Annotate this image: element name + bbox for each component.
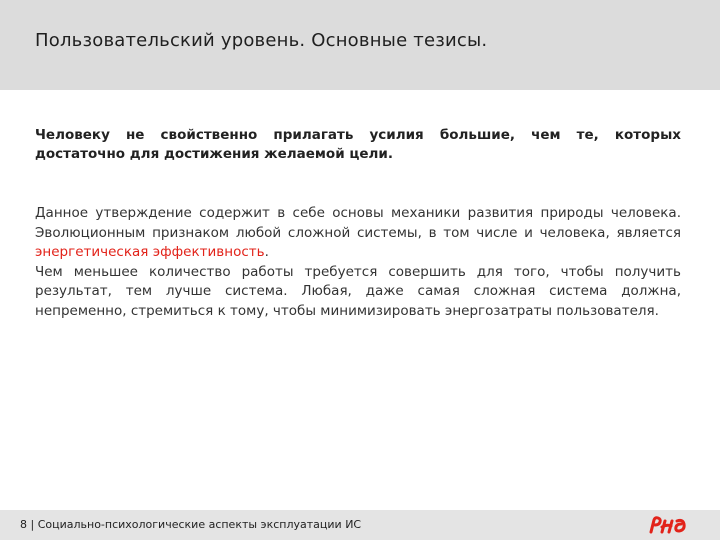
thesis-statement: Человеку не свойственно прилагать усилия большие, чем те, которых достаточно для достижения желаемой цели. xyxy=(35,127,681,162)
page-title: Пользовательский уровень. Основные тезисы. xyxy=(35,30,488,51)
paragraph-1-end: . xyxy=(264,244,269,260)
rzd-logo-icon xyxy=(648,515,688,535)
footer-bar xyxy=(0,510,720,540)
footer-text: 8 | Социально-психологические аспекты эксплуатации ИС xyxy=(20,518,362,531)
highlight-term: энергетическая эффективность xyxy=(35,244,265,260)
title-bar xyxy=(0,0,720,90)
paragraph-2: Чем меньшее количество работы требуется совершить для того, чтобы получить результат, тем лучше система. Любая, даже самая сложная система должна, непременно, стремиться к тому, чтобы минимизировать энергозатраты пользователя. xyxy=(35,263,681,319)
paragraph-1 xyxy=(35,204,681,263)
paragraph-1-text: Данное утверждение содержит в себе основы механики развития природы человека. Эволюционным признаком любой сложной системы, в том числе и человека, является xyxy=(35,205,681,241)
body-text xyxy=(35,204,681,321)
